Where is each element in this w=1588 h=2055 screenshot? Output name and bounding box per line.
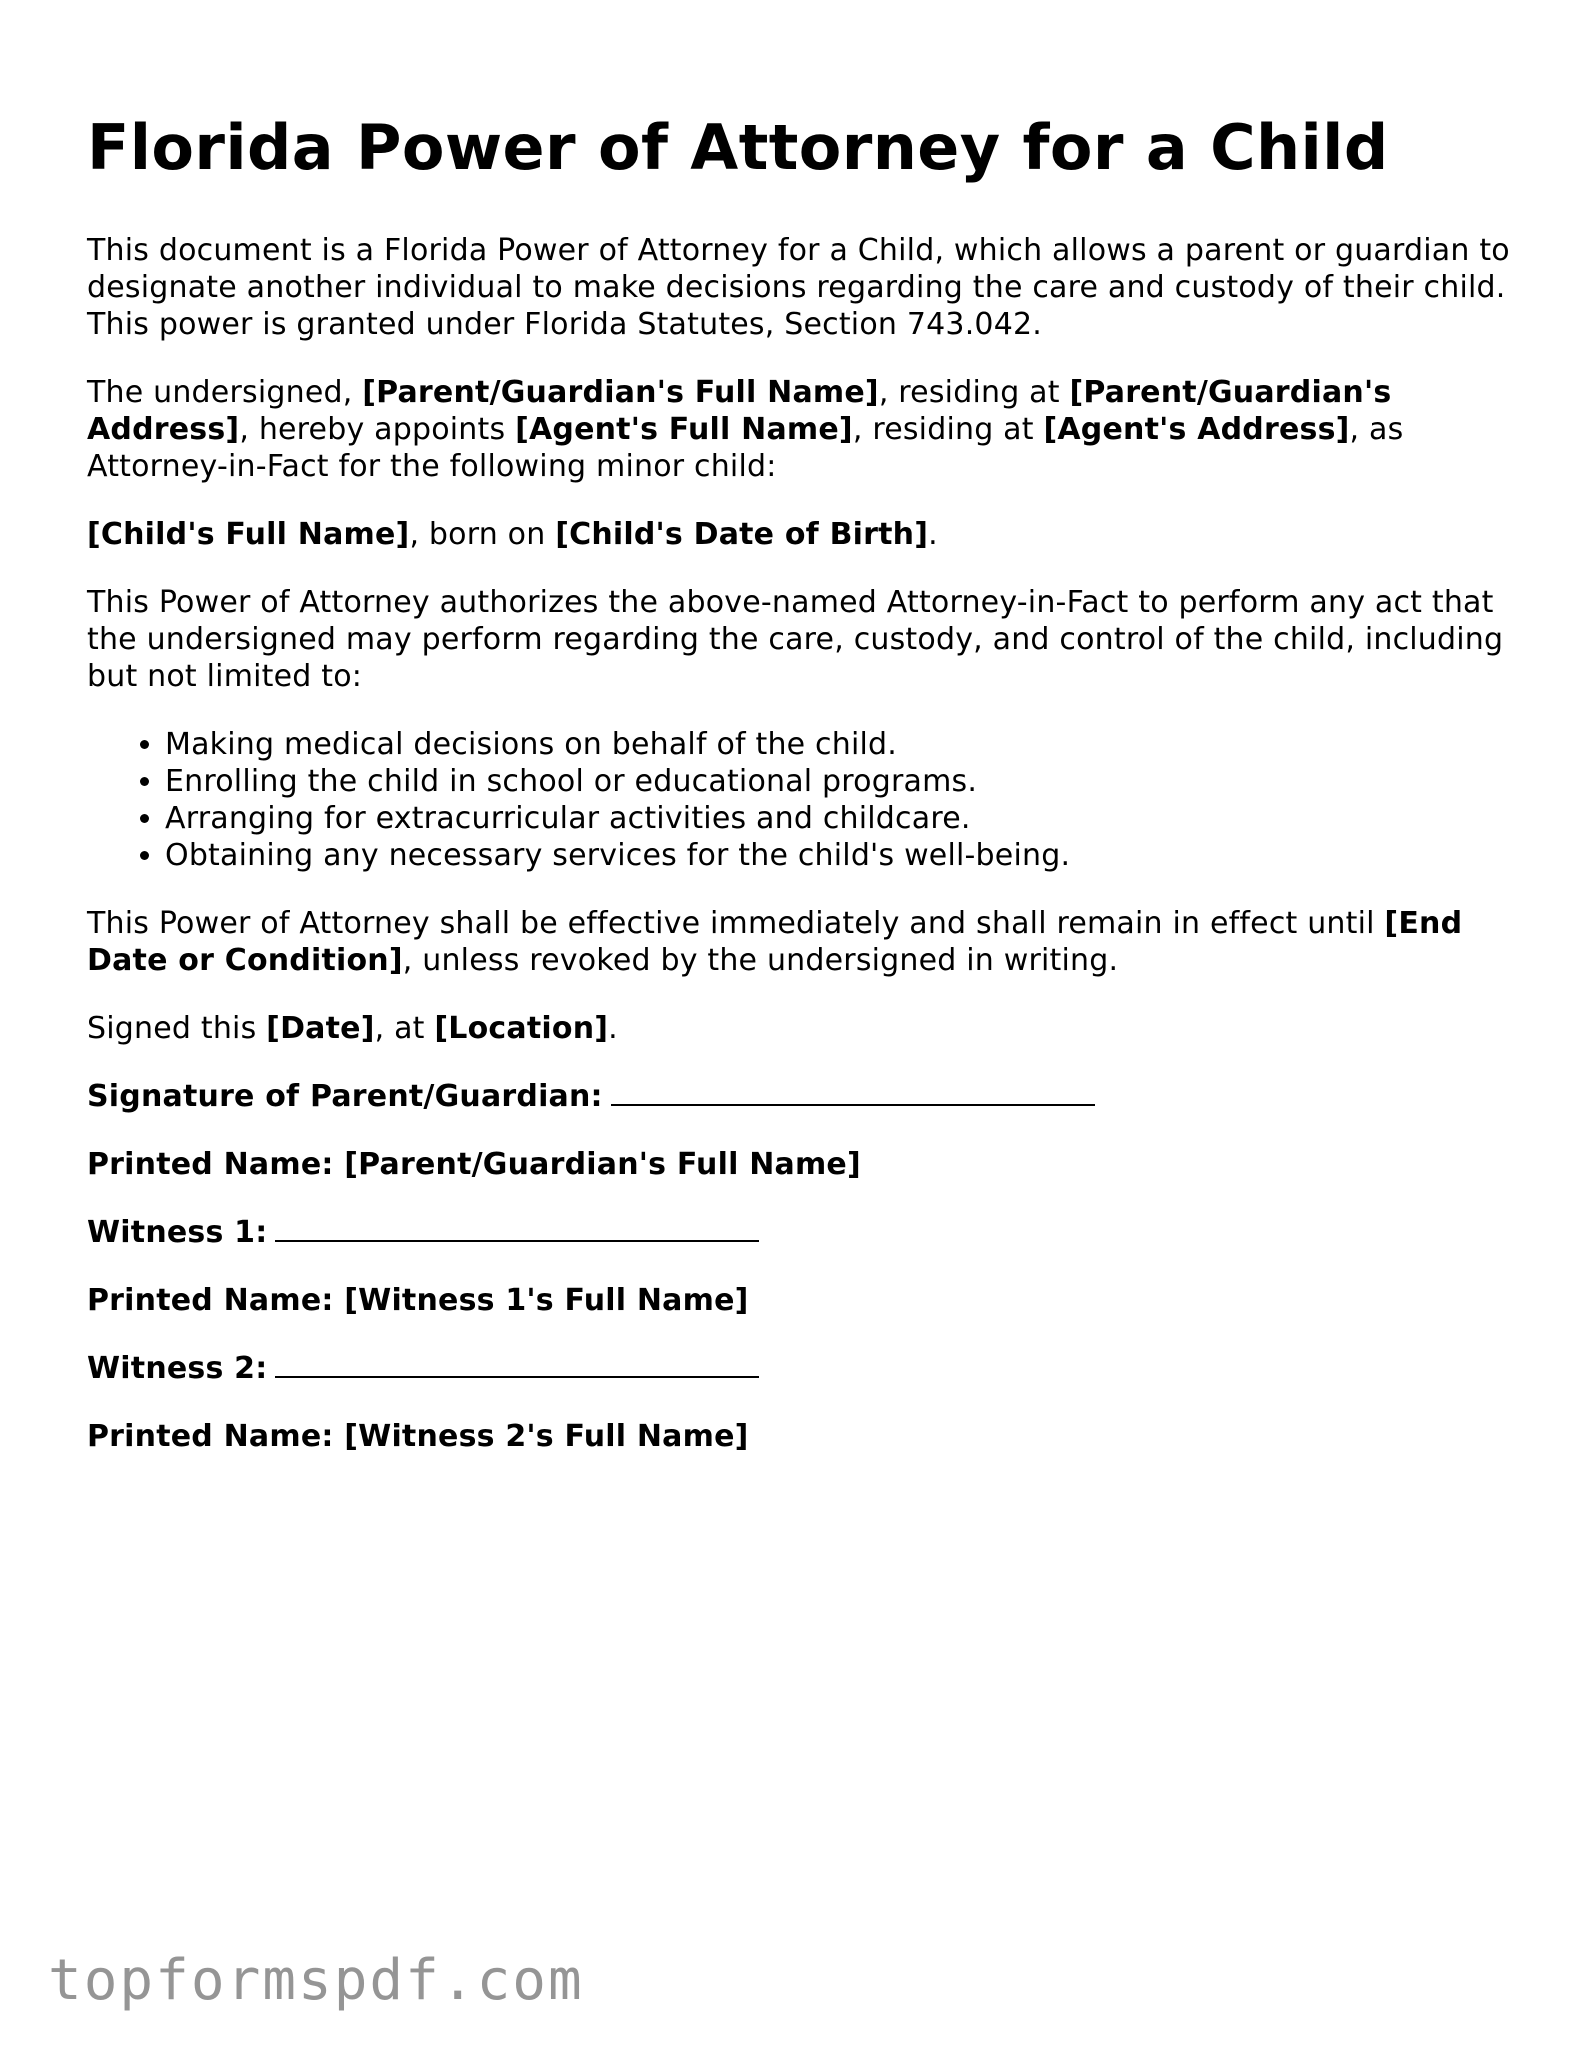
document-title: Florida Power of Attorney for a Child	[87, 111, 1389, 184]
appointment-text-2: , residing at	[878, 375, 1070, 410]
agent-name-placeholder: [Agent's Full Name]	[515, 412, 853, 447]
list-item: • Making medical decisions on behalf of the child.	[165, 726, 1517, 763]
child-dob-placeholder: [Child's Date of Birth]	[555, 517, 929, 552]
witness-2-signature-blank	[275, 1375, 759, 1378]
location-placeholder: [Location]	[434, 1011, 609, 1046]
appointment-text-1: The undersigned,	[87, 375, 363, 410]
witness-2-printed-name: [Witness 2's Full Name]	[344, 1419, 749, 1454]
printed-name-label: Printed Name:	[87, 1147, 334, 1182]
parent-printed-name: [Parent/Guardian's Full Name]	[344, 1147, 861, 1182]
witness-2-label: Witness 2:	[87, 1351, 268, 1386]
appointment-text-5: , as Attorney-in-Fact for the following minor child:	[87, 412, 1404, 484]
witness-1-printed-name: [Witness 1's Full Name]	[344, 1283, 749, 1318]
child-paragraph	[87, 516, 1517, 553]
effective-paragraph	[87, 905, 1517, 979]
witness-1-signature-line	[87, 1214, 1517, 1251]
signed-text-3: .	[608, 1011, 618, 1046]
signed-paragraph	[87, 1010, 1517, 1047]
appointment-text-4: , residing at	[852, 412, 1044, 447]
parent-address-placeholder: [Parent/Guardian's Address]	[87, 375, 1392, 447]
end-date-placeholder: [End Date or Condition]	[87, 906, 1463, 978]
list-item: • Enrolling the child in school or educational programs.	[165, 763, 1517, 800]
agent-address-placeholder: [Agent's Address]	[1043, 412, 1350, 447]
parent-signature-line	[87, 1078, 1517, 1115]
child-name-placeholder: [Child's Full Name]	[87, 517, 410, 552]
witness-1-signature-blank	[275, 1239, 759, 1242]
appointment-paragraph	[87, 374, 1517, 485]
child-text-2: .	[928, 517, 938, 552]
site-watermark: topformspdf.com	[48, 1948, 584, 2013]
effective-text-1: This Power of Attorney shall be effective immediately and shall remain in effect until	[87, 906, 1385, 941]
signed-text-2: , at	[374, 1011, 435, 1046]
document-page	[87, 108, 1517, 1486]
witness-2-printed-name-line	[87, 1418, 1517, 1455]
witness-2-signature-line	[87, 1350, 1517, 1387]
appointment-text-3: , hereby appoints	[239, 412, 516, 447]
parent-signature-label: Signature of Parent/Guardian:	[87, 1079, 603, 1114]
child-text-1: , born on	[409, 517, 556, 552]
list-item: • Arranging for extracurricular activities and childcare.	[165, 800, 1517, 837]
parent-printed-name-line	[87, 1146, 1517, 1183]
printed-name-label: Printed Name:	[87, 1419, 334, 1454]
signed-text-1: Signed this	[87, 1011, 267, 1046]
witness-1-label: Witness 1:	[87, 1215, 268, 1250]
date-placeholder: [Date]	[266, 1011, 375, 1046]
parent-signature-blank	[611, 1103, 1095, 1106]
effective-text-2: , unless revoked by the undersigned in writing.	[402, 943, 1119, 978]
authorization-paragraph: This Power of Attorney authorizes the above-named Attorney-in-Fact to perform any act that the undersigned may perform regarding the care, custody, and control of the child, including but not limited to:	[87, 585, 1504, 694]
powers-list	[87, 726, 1517, 874]
list-item: • Obtaining any necessary services for the child's well-being.	[165, 837, 1517, 874]
printed-name-label: Printed Name:	[87, 1283, 334, 1318]
witness-1-printed-name-line	[87, 1282, 1517, 1319]
parent-name-placeholder: [Parent/Guardian's Full Name]	[362, 375, 879, 410]
intro-paragraph: This document is a Florida Power of Attorney for a Child, which allows a parent or guardian to designate another individual to make decisions regarding the care and custody of their child. This power is granted under Florida Statutes, Section 743.042.	[87, 233, 1510, 342]
